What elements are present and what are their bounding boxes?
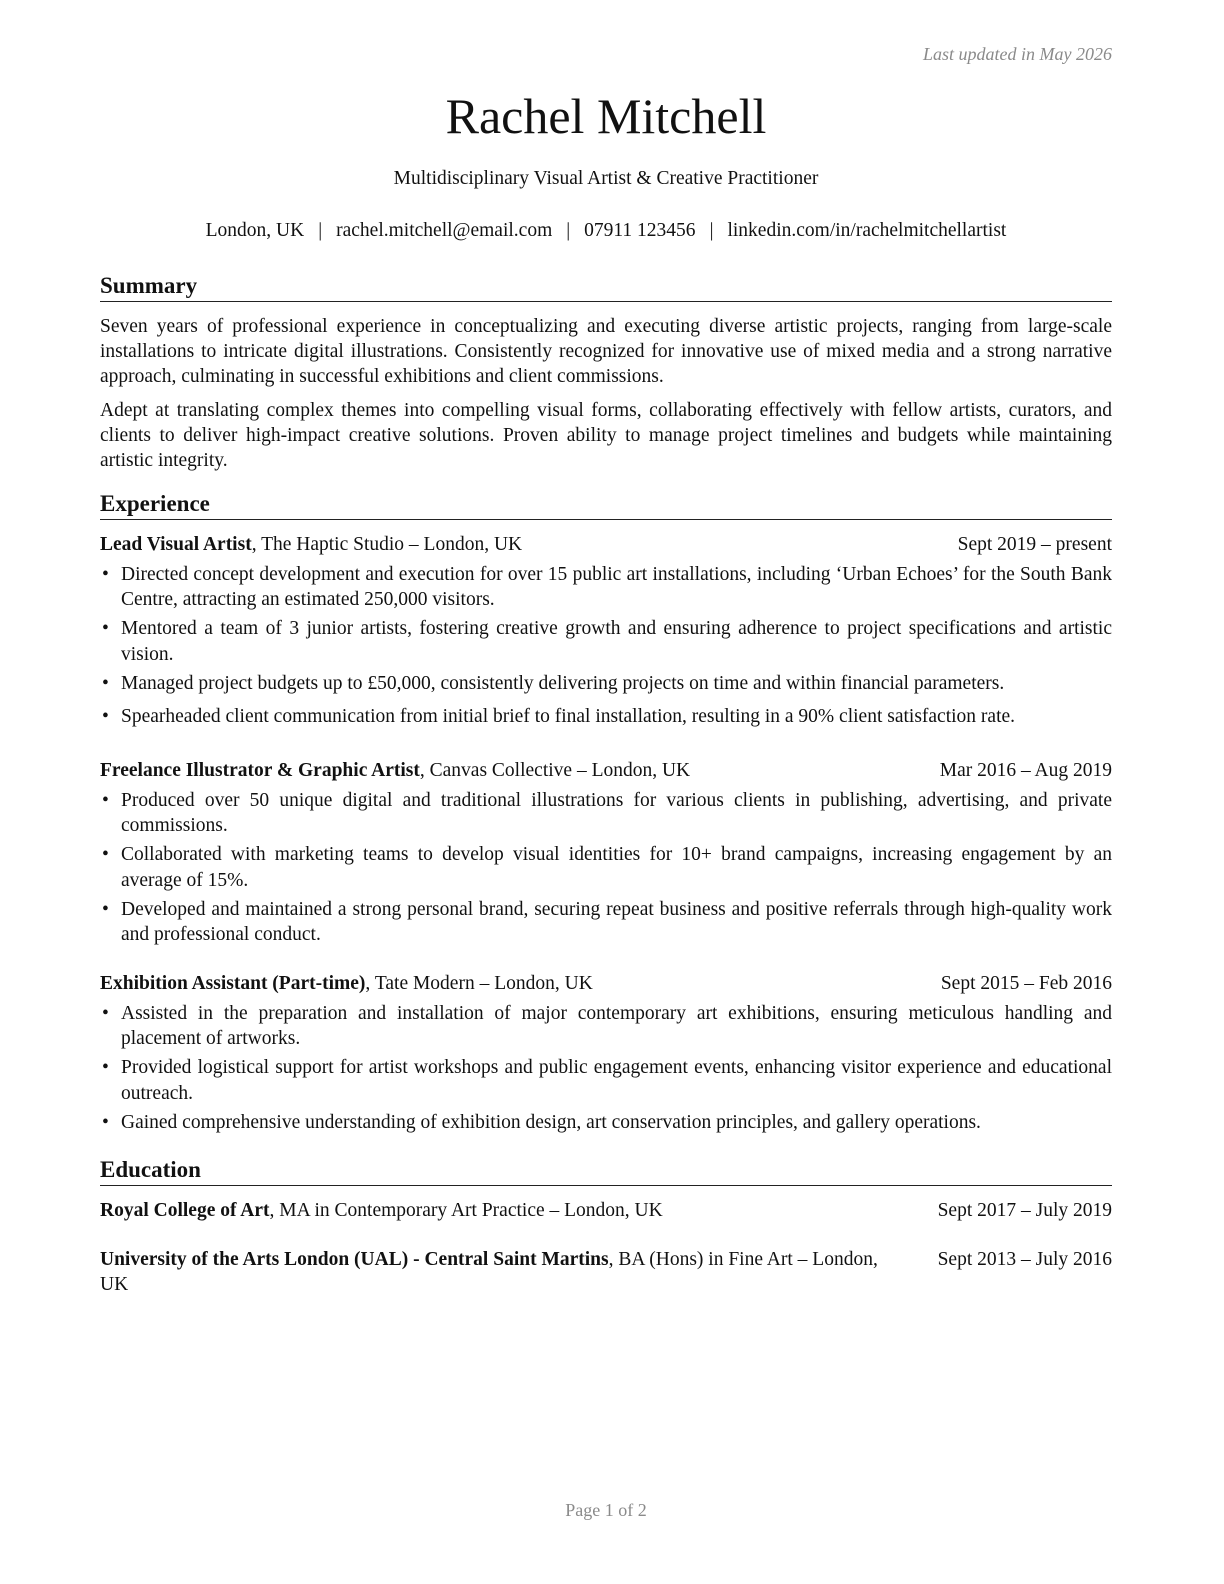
list-item <box>100 842 1112 892</box>
contact-phone: 07911 123456 <box>584 220 696 241</box>
bullet-text: Assisted in the preparation and installation of major contemporary art exhibitions, ensuring meticulous handling and placement of artworks. <box>121 1003 1112 1050</box>
job-dates: Sept 2015 – Feb 2016 <box>940 973 1112 994</box>
school-name: Royal College of Art <box>100 1200 270 1221</box>
bullet-icon: • <box>102 706 109 728</box>
contact-separator: | <box>566 220 571 241</box>
job-bullets <box>100 1001 1112 1135</box>
candidate-tagline: Multidisciplinary Visual Artist & Creative Practitioner <box>393 168 819 189</box>
bullet-text: Gained comprehensive understanding of exhibition design, art conservation principles, and gallery operations. <box>121 1111 981 1133</box>
bullet-icon: • <box>102 790 109 811</box>
contact-location: London, UK <box>205 220 305 241</box>
summary-paragraph: Adept at translating complex themes into compelling visual forms, collaborating effectively with fellow artists, curators, and clients to deliver high-impact creative solutions. Proven ability to manage project timelines and budgets while maintaining artistic integrity. <box>100 400 1112 472</box>
contact-linkedin[interactable]: linkedin.com/in/rachelmitchellartist <box>727 220 1007 241</box>
list-item <box>100 897 1112 947</box>
list-item <box>100 1001 1112 1051</box>
bullet-icon: • <box>102 564 109 585</box>
bullet-text: Spearheaded client communication from initial brief to final installation, resulting in a 90% client satisfaction rate. <box>121 706 1016 728</box>
list-item <box>100 671 1112 696</box>
bullet-icon: • <box>102 1003 109 1024</box>
degree-detail: , BA (Hons) in Fine Art – London, UK <box>100 1249 878 1296</box>
job-dates: Mar 2016 – Aug 2019 <box>939 760 1112 781</box>
bullet-icon: • <box>102 1111 109 1133</box>
experience-entry-header <box>100 758 1112 783</box>
bullet-icon: • <box>102 844 109 866</box>
job-org: , Canvas Collective – London, UK <box>419 760 691 781</box>
job-dates: Sept 2019 – present <box>957 534 1112 555</box>
contact-separator: | <box>318 220 323 241</box>
degree-detail: , MA in Contemporary Art Practice – London, UK <box>269 1200 663 1221</box>
list-item <box>100 704 1112 729</box>
job-bullets <box>100 788 1112 947</box>
bullet-text: Mentored a team of 3 junior artists, fostering creative growth and ensuring adherence to project specifications and artistic vision. <box>121 618 1112 665</box>
job-role: Freelance Illustrator & Graphic Artist <box>100 760 420 781</box>
bullet-icon: • <box>102 618 109 640</box>
list-item <box>100 616 1112 666</box>
section-title-education: Education <box>100 1156 1112 1186</box>
bullet-text: Collaborated with marketing teams to develop visual identities for 10+ brand campaigns, increasing engagement by an average of 15%. <box>121 844 1112 891</box>
contact-separator: | <box>709 220 714 241</box>
school-name: University of the Arts London (UAL) - Central Saint Martins <box>100 1249 609 1270</box>
bullet-icon: • <box>102 898 109 920</box>
bullet-text: Developed and maintained a strong personal brand, securing repeat business and positive referrals through high-quality work and professional conduct. <box>121 898 1112 946</box>
job-role: Exhibition Assistant (Part-time) <box>100 973 366 994</box>
education-entry-header <box>100 1247 1112 1297</box>
summary-paragraph: Seven years of professional experience in conceptualizing and executing diverse artistic projects, ranging from large-scale installations to intricate digital illustrations. Consistently recognized for innovative use of mixed media and a strong narrative approach, culminating in successful exhibitions and client commissions. <box>100 316 1112 388</box>
education-dates: Sept 2017 – July 2019 <box>937 1200 1112 1221</box>
bullet-text: Produced over 50 unique digital and traditional illustrations for various clients in publishing, advertising, and private commissions. <box>121 790 1112 837</box>
resume-page <box>100 0 1112 1584</box>
job-org: , Tate Modern – London, UK <box>365 973 593 994</box>
job-role: Lead Visual Artist <box>100 534 252 555</box>
bullet-icon: • <box>102 672 109 694</box>
candidate-name: Rachel Mitchell <box>445 88 767 144</box>
contact-email[interactable]: rachel.mitchell@email.com <box>336 220 553 241</box>
list-item <box>100 562 1112 612</box>
section-title-experience: Experience <box>100 490 1112 520</box>
education-dates: Sept 2013 – July 2016 <box>937 1249 1112 1270</box>
bullet-text: Provided logistical support for artist workshops and public engagement events, enhancing visitor experience and educational outreach. <box>121 1057 1112 1104</box>
experience-entry-header <box>100 532 1112 557</box>
contact-line <box>100 218 1112 244</box>
bullet-text: Directed concept development and execution for over 15 public art installations, including ‘Urban Echoes’ for the South Bank Centre, attracting an estimated 250,000 visitors. <box>121 564 1112 611</box>
job-org: , The Haptic Studio – London, UK <box>251 534 523 555</box>
experience-entry-header <box>100 971 1112 996</box>
bullet-text: Managed project budgets up to £50,000, consistently delivering projects on time and within financial parameters. <box>121 672 1005 694</box>
job-bullets <box>100 562 1112 729</box>
education-entry-header <box>100 1198 1112 1223</box>
list-item <box>100 1110 1112 1135</box>
list-item <box>100 788 1112 838</box>
list-item <box>100 1055 1112 1105</box>
bullet-icon: • <box>102 1057 109 1079</box>
last-updated-note: Last updated in May 2026 <box>923 44 1112 64</box>
page-number: Page 1 of 2 <box>565 1500 647 1520</box>
section-title-summary: Summary <box>100 272 1112 302</box>
